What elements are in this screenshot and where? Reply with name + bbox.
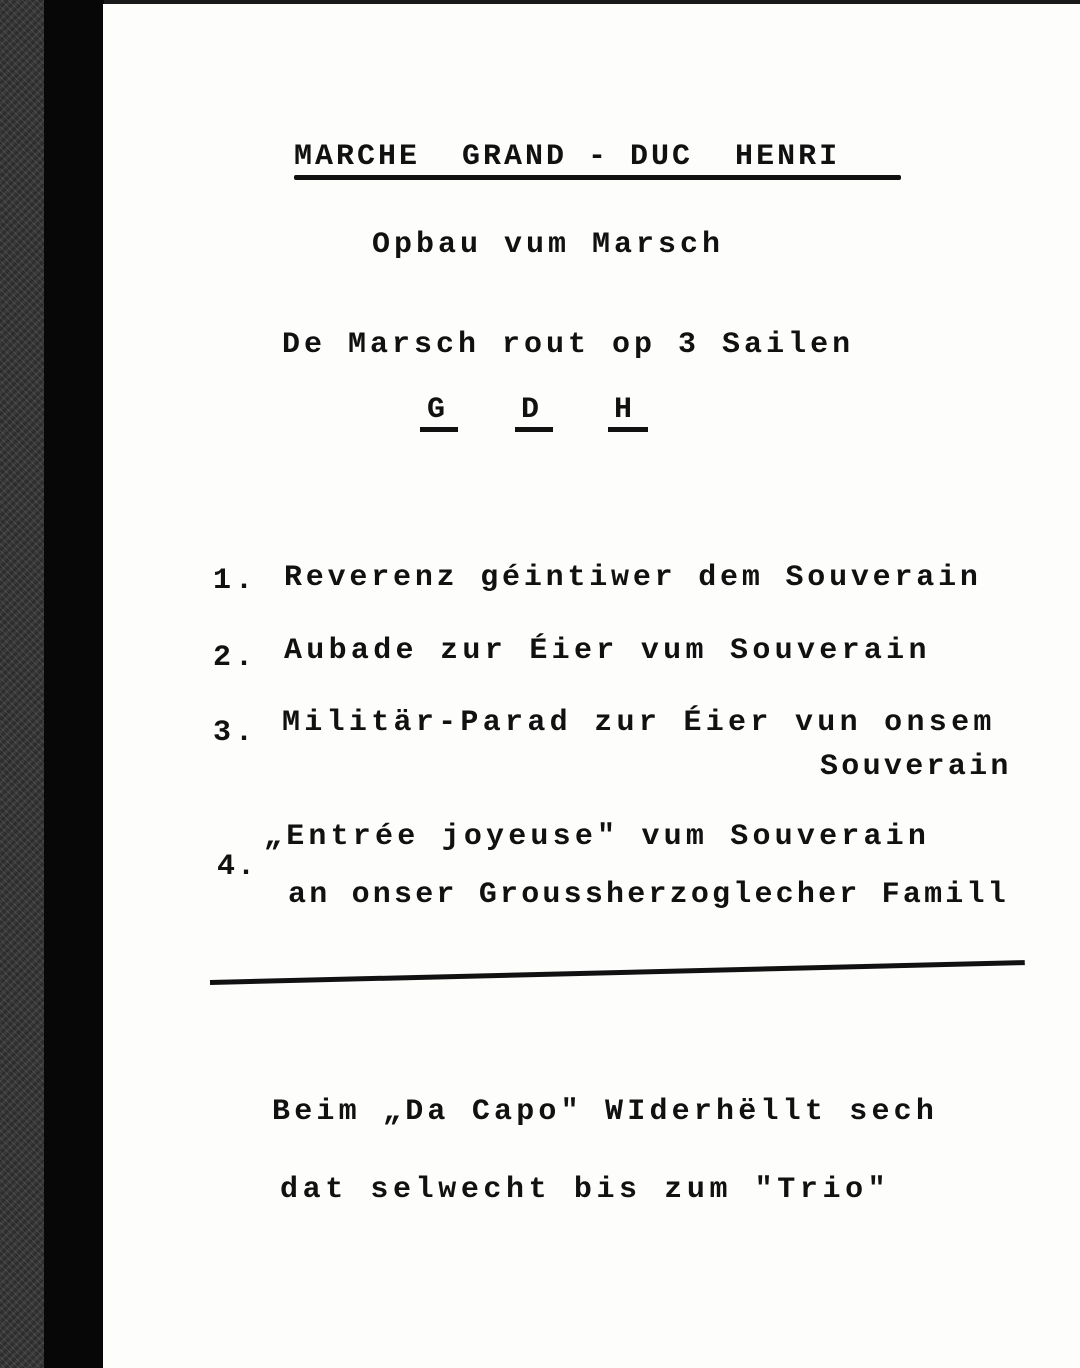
item-text: Aubade zur Éier vum Souverain xyxy=(284,634,931,668)
item-text: „Entrée joyeuse" vum Souverain xyxy=(264,820,931,854)
item-text-continued: Souverain xyxy=(820,750,1012,784)
item-text-continued: an onser Groussherzoglecher Famill xyxy=(288,878,1009,912)
document-page xyxy=(103,4,1080,1368)
item-number: 1. xyxy=(213,564,258,598)
item-text: Reverenz géintiwer dem Souverain xyxy=(284,561,982,595)
item-number: 3. xyxy=(213,716,258,750)
item-number: 4. xyxy=(217,850,258,884)
binder-strip xyxy=(44,0,104,1368)
column-g-underline xyxy=(420,427,458,432)
item-text: Militär-Parad zur Éier vun onsem xyxy=(282,706,996,740)
footer-line-2: dat selwecht bis zum "Trio" xyxy=(280,1173,891,1207)
column-h-underline xyxy=(608,427,648,432)
binder-edge xyxy=(0,0,44,1368)
column-g: G xyxy=(427,393,450,427)
footer-line-1: Beim „Da Capo" WIderhëllt sech xyxy=(272,1095,939,1129)
document-title: MARCHE GRAND - DUC HENRI xyxy=(294,140,841,174)
column-d: D xyxy=(521,393,544,427)
intro-line: De Marsch rout op 3 Sailen xyxy=(282,328,855,362)
item-number: 2. xyxy=(213,641,258,675)
column-h: H xyxy=(614,393,637,427)
subtitle: Opbau vum Marsch xyxy=(372,228,725,262)
column-d-underline xyxy=(515,427,553,432)
title-underline xyxy=(294,175,901,180)
